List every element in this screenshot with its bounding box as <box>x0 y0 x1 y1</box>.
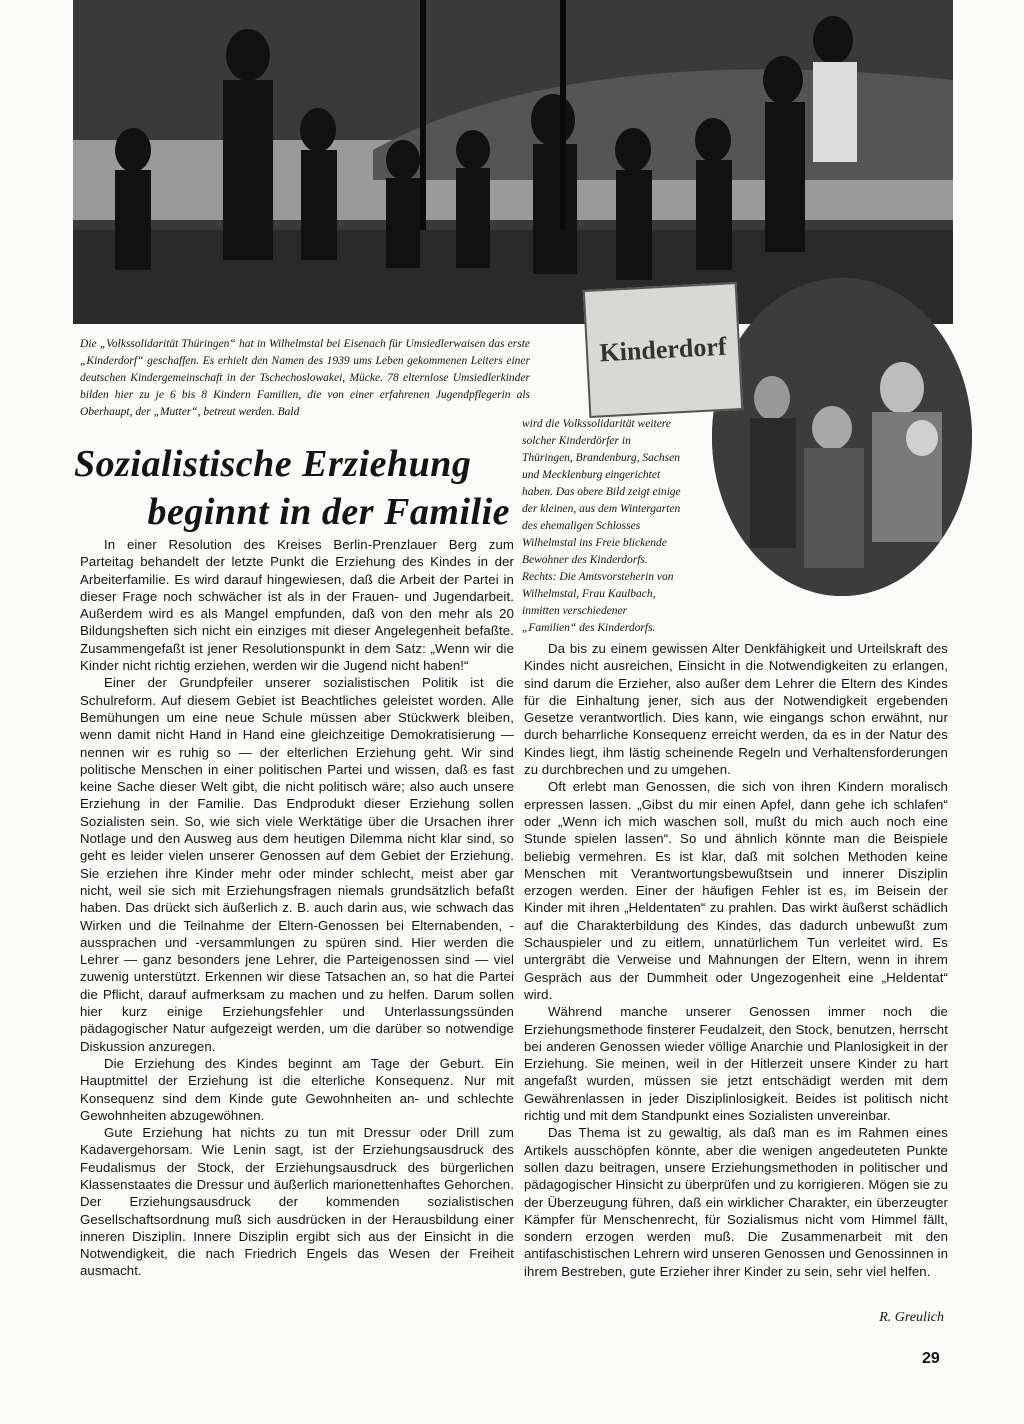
paragraph: Das Thema ist zu gewaltig, als daß man es im Rahmen eines Artikels ausschöpfen könnte, aber die wenigen angedeuteten Punkte sollen dazu beitragen, unsere Erziehungsmethoden in politischer und pädagogischer Hinsicht zu überprüfen und zu korrigieren. Mögen sie zu der Überzeugung führen, daß ein wirklicher Charakter, ein überzeugter Kämpfer für Menschenrecht, für Sozialismus nicht vom Himmel fällt, sondern erzogen werden muß. Die Zusammenarbeit mit den antifaschistischen Lehrern wird unseren Genossen und Genossinnen in ihrem Bestreben, gute Erzieher ihrer Kinder zu sein, sehr viel helfen. <box>524 1125 949 1279</box>
paragraph: Die Erziehung des Kindes beginnt am Tage der Geburt. Ein Hauptmittel der Erziehung ist die elterliche Konsequenz. Nur mit Konsequenz sind dem Kinde gute Gewohnheiten an- und schlechte Gewohnheiten abzugewöhnen. <box>80 1055 514 1123</box>
paragraph: Oft erlebt man Genossen, die sich von ihren Kindern moralisch erpressen lassen. „Gibst du mir einen Apfel, dann gehe ich schlafen“ oder „Wenn ich mich waschen soll, mußt du mich auch noch eine Stunde spielen lassen“. So und ähnlich könnte man die Beispiele beliebig vermehren. Es ist klar, daß mit solchen Methoden keine Menschen mit Verantwortungsbewußtsein und innerer Disziplin erzogen werden. Einer der häufigen Fehler ist es, im Beisein der Kinder mit ihren „Heldentaten“ zu prahlen. Das wirkt äußerst schädlich auf die Charakterbildung des Kindes, das dadurch unbewußt zum Schauspieler und zu eitlem, unnatürlichem Tun verleitet wird. Es untergräbt die Verweise und Mahnungen der Eltern, wenn in ihrem Gespräch aus der Dummheit oder Ungezogenheit eine „Heldentat“ wird. <box>524 779 948 1002</box>
photo-children-silhouettes <box>73 0 953 324</box>
kinderdorf-sign-text: Kinderdorf <box>598 331 728 368</box>
paragraph: Da bis zu einem gewissen Alter Denkfähigkeit und Urteilskraft des Kindes nicht ausreichen, Einsicht in die Notwendigkeiten zu erlangen, sind darum die Erzieher, also außer dem Lehrer die Eltern des Kindes für die Einhaltung jener, sich aus der Notwendigkeit ergebenden Gesetze verantwortlich. Dies kann, wie eingangs schon erwähnt, nur durch beharrliche Konsequenz erreicht werden, da es in der Natur des Kindes liegt, ihm lästig scheinende Regeln und Verhaltensforderungen zu durchbrechen und zu umgehen. <box>524 641 948 778</box>
photo-kinderdorf-families <box>712 278 972 596</box>
paragraph: In einer Resolution des Kreises Berlin-Prenzlauer Berg zum Parteitag behandelt der letzte Punkt die Erziehung des Kindes in der Arbeiterfamilie. Es wird darauf hingewiesen, daß die Arbeit der Partei in dieser Frage noch schwächer ist als in der Frauen- und Jugendarbeit. Außerdem wird es als Mangel empfunden, daß von den mehr als 20 Bildungsheften sich nicht ein einziges mit dieser Angelegenheit befaßte. Zusammengefaßt ist jener Resolutionspunkt in dem Satz: „Wenn wir die Kinder nicht richtig erziehen, werden wir die Jugend nicht haben!“ <box>80 537 514 674</box>
article-headline <box>74 440 514 536</box>
photo-children-window <box>73 0 953 324</box>
page-number: 29 <box>922 1350 940 1367</box>
headline-line-2: beginnt in der Familie <box>147 491 510 533</box>
article-column-right <box>524 640 948 1280</box>
paragraph: Gute Erziehung hat nichts zu tun mit Dressur oder Drill zum Kadavergehorsam. Wie Lenin sagt, ist der Erziehungsausdruck des Feudalismus der Stock, der Erziehungsausdruck des bürgerlichen Klassenstaates die Dressur und äußerlich marionettenhaftes Gehorchen. Der Erziehungsausdruck der kommenden sozialistischen Gesellschaftsordnung muß sich ausdrücken in der Herausbildung einer inneren Disziplin. Innere Disziplin ergibt sich aus der Einsicht in die Notwendigkeit, die nach Friedrich Engels das Wesen der Freiheit ausmacht. <box>80 1125 514 1279</box>
author-signature: R. Greulich <box>879 1310 944 1325</box>
kinderdorf-sign <box>583 282 743 418</box>
paragraph: Während manche unserer Genossen immer noch die Erziehungsmethode finsterer Feudalzeit, den Stock, benutzen, herrscht bei anderen Genossen wieder völlige Anarchie und Planlosigkeit in der Erziehung. Sie meinen, weil in der Hitlerzeit unsere Kinder zu hart angefaßt wurden, müssen sie jetzt entschädigt werden mit dem Gewährenlassen in jeder Disziplinlosigkeit. Beides ist politisch nicht richtig und mit dem Standpunkt eines Sozialisten unvereinbar. <box>524 1004 948 1124</box>
photo-caption-top: Die „Volkssolidarität Thüringen“ hat in Wilhelmstal bei Eisenach für Umsiedlerwaisen das erste „Kinderdorf“ geschaffen. Es erhielt den Namen des 1939 ums Leben gekommenen Leiters einer deutschen Kindergemeinschaft in der Tschechoslowakei, Mücke. 78 elternlose Umsiedlerkinder bilden hier zu je 6 bis 8 Kindern Familien, die von einer erfahrenen Jugendpflegerin als Oberhaupt, der „Mutter“, betreut werden. Bald <box>80 338 530 418</box>
photo-caption-side: wird die Volkssolidarität weitere solcher Kinderdörfer in Thüringen, Brandenburg, Sachsen und Mecklenburg eingerichtet haben. Das obere Bild zeigt einige der kleinen, aus dem Wintergarten des ehemaligen Schlosses Wilhelmstal ins Freie blickende Bewohner des Kinderdorfs. Rechts: Die Amtsvorsteherin von Wilhelmstal, Frau Kaulbach, inmitten verschiedener „Familien“ des Kinderdorfs. <box>522 418 681 634</box>
paragraph: Einer der Grundpfeiler unserer sozialistischen Politik ist die Schulreform. Auf diesem Gebiet ist Beachtliches geleistet worden. Alle Bemühungen um eine neue Schule müssen aber Stückwerk bleiben, wenn damit nicht Hand in Hand eine gleichzeitige Demokratisierung — nennen wir es ruhig so — der elterlichen Erziehung geht. Wir sind politische Menschen in einer politischen Partei und wissen, daß es fast keine Sache dieser Welt gibt, die nicht politisch wäre; also auch unsere Erziehung in der Familie. Das Endprodukt dieser Erziehung sollen Sozialisten sein. So, wie sich viele Werktätige über die Ursachen ihrer Notlage und den Ausweg aus dem heutigen Dilemma nicht klar sind, so geht es leider vielen unserer Genossen auf dem Gebiet der Erziehung. Sie erziehen ihre Kinder mehr oder minder schlecht, meist aber gar nicht, weil sie sich mit Erziehungsfragen niemals grundsätzlich befaßt haben. Das drückt sich äußerlich z. B. auch darin aus, wie schwach das Wirken und die Teilnahme der Eltern-Genossen bei Elternabenden, -aussprachen und -versammlungen zu spüren sind. Hier werden die Lehrer — ganz besonders jene Lehrer, die Parteigenossen sind — viel zuwenig unterstützt. Erkennen wir diese Tatsachen an, so hat die Partei die Pflicht, darauf aufmerksam zu machen und zu helfen. Darum sollen hier kurz einige Erziehungsfehler und Unterlassungssünden pädagogischer Natur aufgezeigt werden, um die darüber so notwendige Diskussion anzuregen. <box>80 675 514 1054</box>
photo-group-silhouettes <box>712 278 972 596</box>
headline-line-1: Sozialistische Erziehung <box>74 443 472 485</box>
article-column-left <box>80 536 514 1280</box>
